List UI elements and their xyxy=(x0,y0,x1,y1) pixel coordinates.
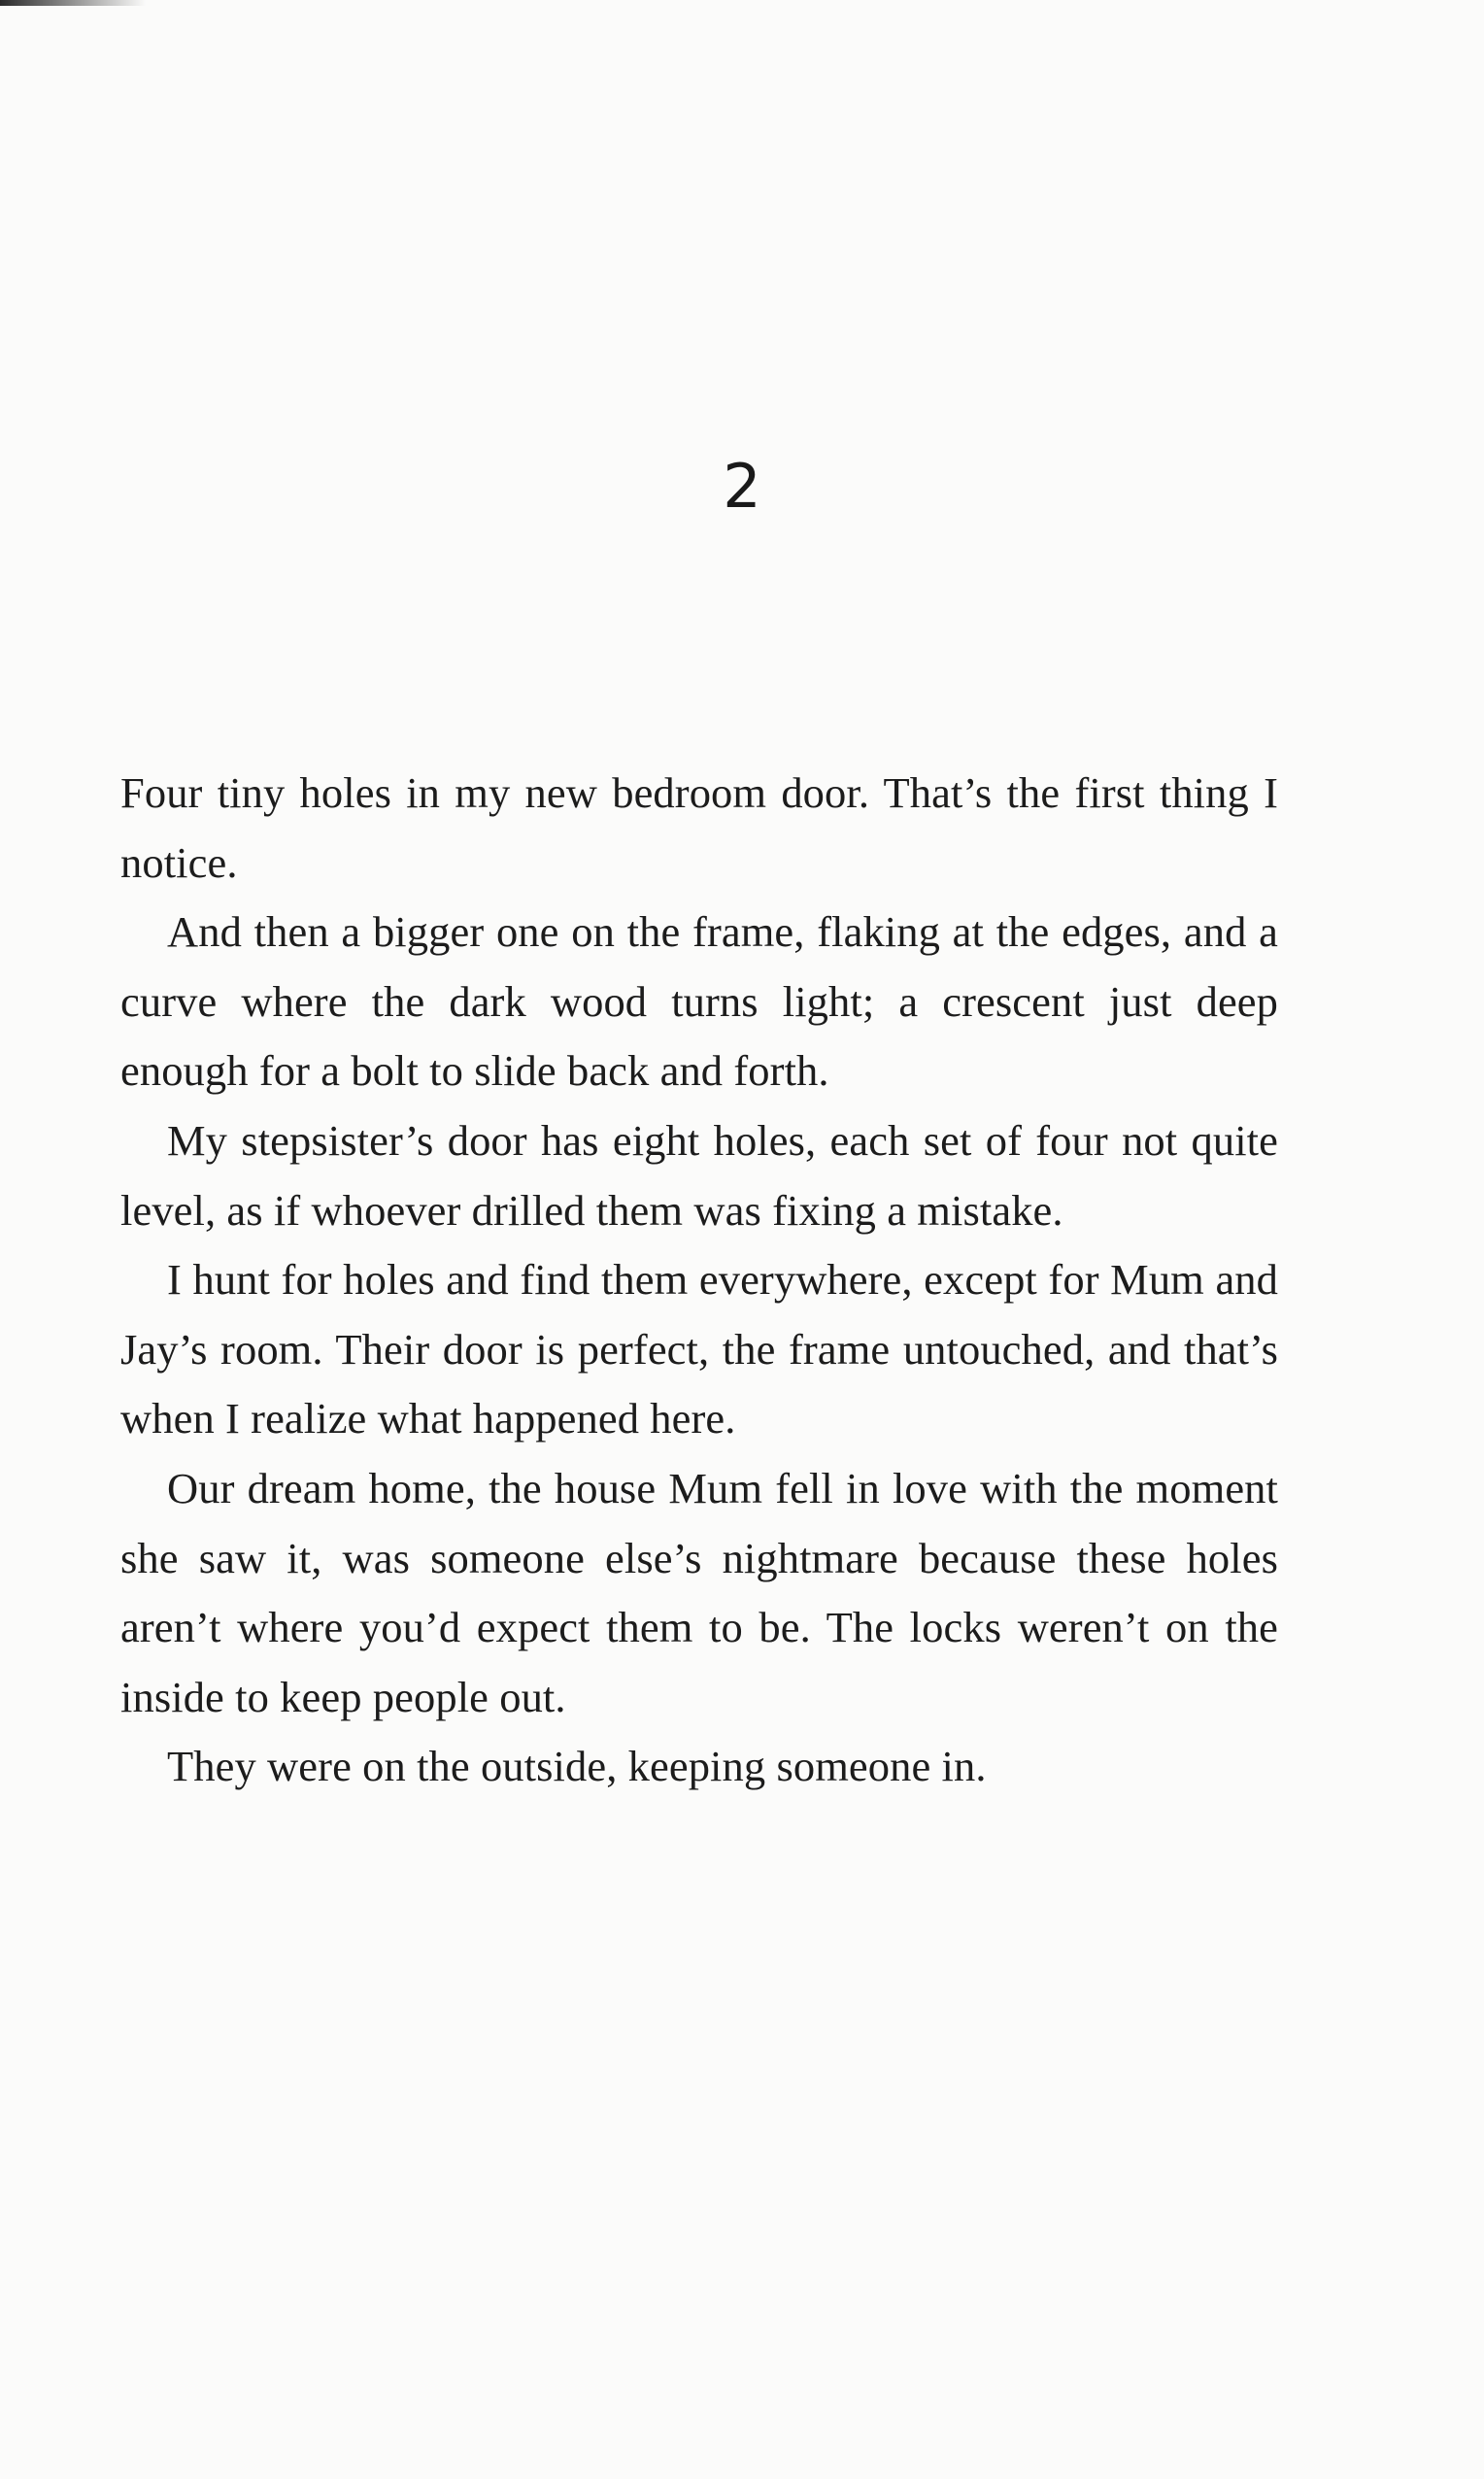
paragraph-5: Our dream home, the house Mum fell in love with the moment she saw it, was someone else’s nightmare because these holes aren’t where you’d expect them to be. The locks weren’t on the inside to keep people out. xyxy=(120,1463,1278,1721)
chapter-text xyxy=(120,759,1278,1802)
page-edge-shadow xyxy=(0,0,146,6)
paragraph-1: Four tiny holes in my new bedroom door. That’s the first thing I notice. xyxy=(120,768,1278,887)
paragraph-3: My stepsister’s door has eight holes, each set of four not quite level, as if whoever drilled them was fixing a mistake. xyxy=(120,1115,1278,1235)
paragraph-4: I hunt for holes and find them everywhere, except for Mum and Jay’s room. Their door is perfect, the frame untouched, and that’s when I realize what happened here. xyxy=(120,1255,1278,1443)
chapter-number: 2 xyxy=(723,451,761,522)
paragraph-6: They were on the outside, keeping someone in. xyxy=(167,1742,987,1791)
paragraph-2: And then a bigger one on the frame, flaking at the edges, and a curve where the dark wood turns light; a crescent just deep enough for a bolt to slide back and forth. xyxy=(120,907,1278,1096)
